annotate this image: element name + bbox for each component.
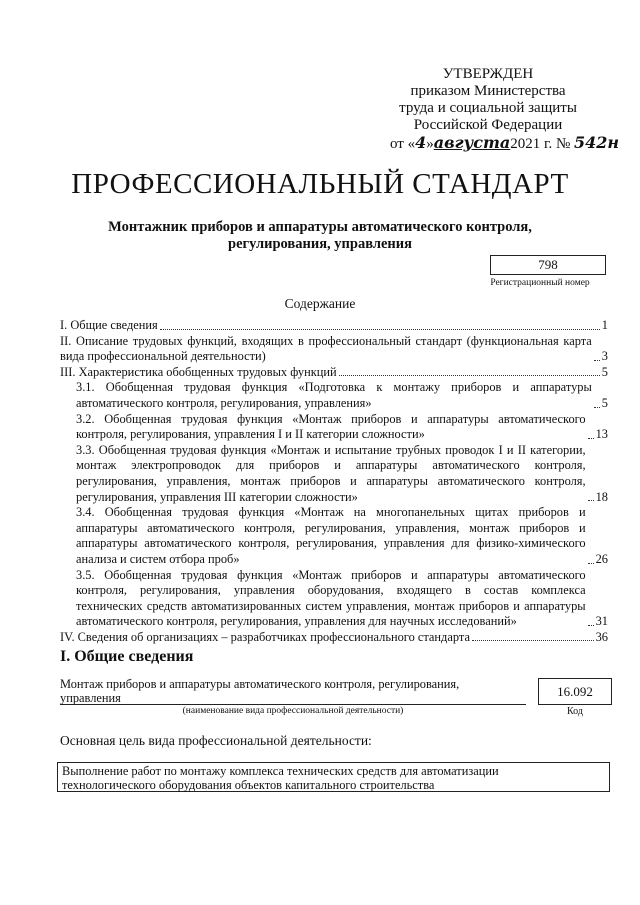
toc-leader	[472, 640, 594, 641]
toc-entry-page: 1	[601, 318, 608, 332]
toc-entry-page: 5	[601, 364, 608, 379]
handwritten-month: августа	[433, 133, 511, 152]
toc-entry-page: 13	[595, 427, 608, 442]
registration-number-label: Регистрационный номер	[490, 278, 590, 288]
table-of-contents	[60, 318, 608, 645]
toc-leader	[594, 407, 600, 408]
toc-entry-page: 5	[601, 395, 608, 410]
date-year: 2021 г. №	[510, 136, 571, 152]
toc-leader	[339, 375, 600, 376]
toc-entry-3-1[interactable]	[60, 380, 608, 411]
standard-name-line2: регулирования, управления	[228, 236, 412, 252]
toc-entry-2[interactable]	[60, 334, 608, 365]
toc-leader	[588, 563, 594, 564]
toc-leader	[160, 329, 600, 330]
toc-leader	[588, 625, 594, 626]
toc-entry-3[interactable]	[60, 365, 608, 381]
approval-status: УТВЕРЖДЕН	[442, 66, 534, 82]
toc-leader	[588, 500, 594, 501]
toc-entry-text: 3.3. Обобщенная трудовая функция «Монтаж и испытание трубных проводок I и II категории, монтаж электропроводок для приборов и аппаратуры автоматического контроля, регулирования, управления, монтаж приборов и аппаратуры автоматического контроля, регулирования, управления III категории сложности»	[76, 442, 586, 504]
approval-ministry-line: труда и социальной защиты	[399, 100, 577, 116]
handwritten-order-number: 542н	[574, 133, 620, 152]
toc-entry-4[interactable]	[60, 630, 608, 646]
toc-entry-text: IV. Сведения об организациях – разработчиках профессионального стандарта	[60, 629, 470, 644]
approval-order-line: приказом Министерства	[410, 83, 566, 99]
activity-underline	[60, 704, 526, 705]
date-mid: »	[426, 136, 434, 152]
toc-entry-page: 26	[595, 551, 608, 566]
goal-box	[57, 762, 610, 792]
section-heading: I. Общие сведения	[60, 648, 194, 665]
toc-entry-text: 3.5. Обобщенная трудовая функция «Монтаж приборов и аппаратуры автоматического контроля, регулирования, управления оборудования, входящего в состав комплекса технических средств автоматизированных систем управления, монтаж приборов и аппаратуры автоматического контроля, регулирования, управления для научных исследований»	[76, 567, 586, 629]
toc-entry-3-5[interactable]	[60, 568, 608, 630]
toc-entry-text: III. Характеристика обобщенных трудовых функций	[60, 364, 337, 379]
activity-caption: (наименование вида профессиональной деятельности)	[182, 706, 404, 716]
handwritten-day: 4	[415, 133, 427, 152]
toc-entry-page: 18	[595, 489, 608, 504]
approval-date-line	[390, 133, 620, 153]
toc-entry-text: 3.1. Обобщенная трудовая функция «Подготовка к монтажу приборов и аппаратуры автоматического контроля, регулирования, управления»	[76, 380, 592, 410]
goal-text-line2: технологического оборудования объектов капитального строительства	[62, 778, 435, 792]
toc-entry-page: 31	[595, 614, 608, 629]
toc-entry-text: I. Общие сведения	[60, 318, 158, 332]
toc-entry-3-3[interactable]	[60, 443, 608, 505]
standard-name-line1: Монтажник приборов и аппаратуры автоматического контроля,	[108, 219, 532, 235]
toc-heading: Содержание	[284, 296, 356, 311]
activity-name-line2: управления	[60, 691, 121, 705]
page-title: ПРОФЕССИОНАЛЬНЫЙ СТАНДАРТ	[71, 168, 569, 200]
activity-code-label: Код	[567, 706, 583, 717]
approval-country-line: Российской Федерации	[413, 117, 563, 133]
toc-leader	[588, 438, 594, 439]
standard-name	[60, 219, 580, 253]
toc-entry-text: 3.2. Обобщенная трудовая функция «Монтаж приборов и аппаратуры автоматического контроля, регулирования, управления I и II категории сложности»	[76, 411, 586, 442]
activity-code-box: 16.092	[538, 678, 612, 705]
toc-entry-3-4[interactable]	[60, 505, 608, 567]
goal-text-line1: Выполнение работ по монтажу комплекса технических средств для автоматизации	[62, 764, 499, 778]
activity-name-line1: Монтаж приборов и аппаратуры автоматического контроля, регулирования,	[60, 677, 460, 691]
registration-number-box: 798	[490, 255, 606, 275]
toc-leader	[594, 360, 600, 361]
toc-entry-text: II. Описание трудовых функций, входящих в профессиональный стандарт (функциональная карта вида профессиональной деятельности)	[60, 333, 592, 364]
activity-name	[60, 677, 490, 705]
toc-entry-page: 3	[601, 349, 608, 364]
toc-entry-page: 36	[595, 629, 608, 644]
toc-entry-text: 3.4. Обобщенная трудовая функция «Монтаж на многопанельных щитах приборов и аппаратуры автоматического контроля, регулирования, управления, монтаж приборов и аппаратуры автоматического контроля, регулирования, управления для физико-химического анализа и систем отбора проб»	[76, 505, 586, 566]
toc-entry-3-2[interactable]	[60, 412, 608, 443]
approval-block	[390, 66, 620, 153]
goal-label: Основная цель вида профессиональной деятельности:	[60, 733, 372, 748]
date-prefix: от «	[390, 136, 416, 152]
toc-entry-1[interactable]	[60, 318, 608, 334]
